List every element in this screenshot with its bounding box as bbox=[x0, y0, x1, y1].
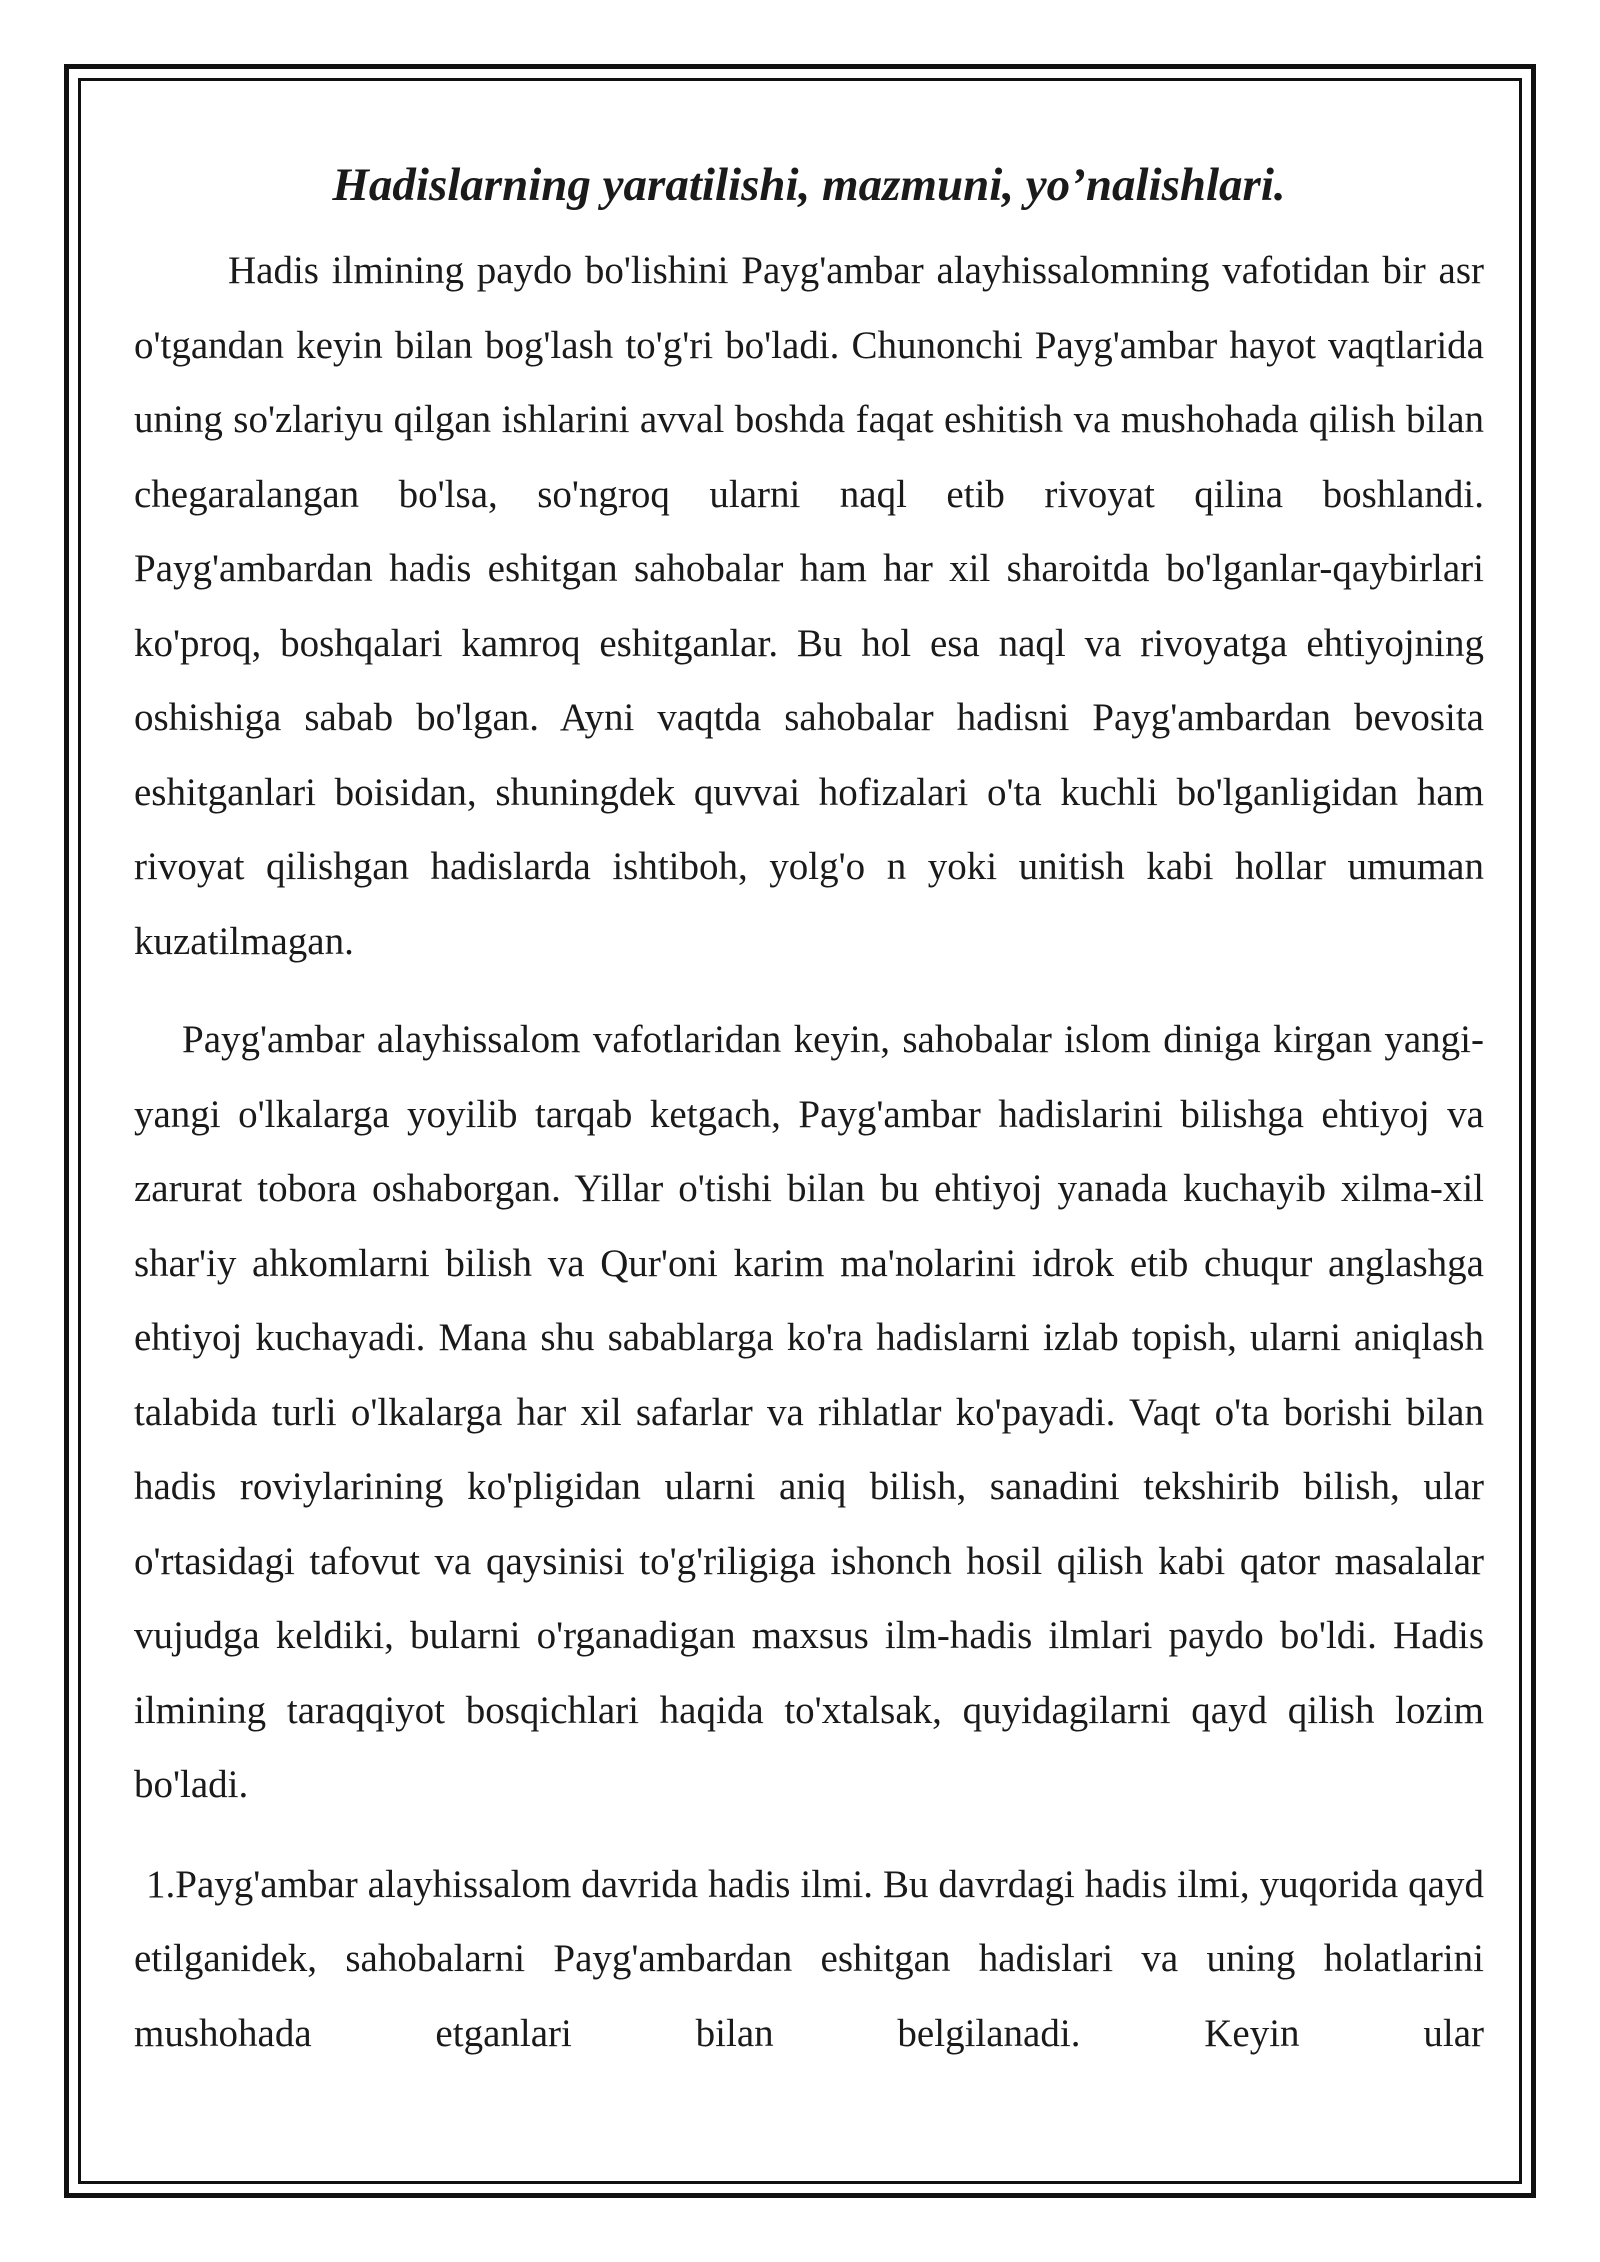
paragraph-1: Hadis ilmining paydo bo'lishini Payg'ambar alayhissalomning vafotidan bir asr o'tgandan keyin bilan bog'lash to'g'ri bo'ladi. Chunonchi Payg'ambar hayot vaqtlarida uning so'zlariyu qilgan ishlarini avval boshda faqat eshitish va mushohada qilish bilan chegaralangan bo'lsa, so'ngroq ularni naql etib rivoyat qilina boshlandi. Payg'ambardan hadis eshitgan sahobalar ham har xil sharoitda bo'lganlar-qaybirlari ko'proq, boshqalari kamroq eshitganlar. Bu hol esa naql va rivoyatga ehtiyojning oshishiga sabab bo'lgan. Ayni vaqtda sahobalar hadisni Payg'ambardan bevosita eshitganlari boisidan, shuningdek quvvai hofizalari o'ta kuchli bo'lganligidan ham rivoyat qilishgan hadislarda ishtiboh, yolg'o n yoki unitish kabi hollar umuman kuzatilmagan. bbox=[134, 249, 1484, 963]
document-title: Hadislarning yaratilishi, mazmuni, yo’nalishlari. bbox=[332, 159, 1286, 211]
paragraph-2: Payg'ambar alayhissalom vafotlaridan keyin, sahobalar islom diniga kirgan yangi-yangi o'lkalarga yoyilib tarqab ketgach, Payg'ambar hadislarini bilishga ehtiyoj va zarurat tobora oshaborgan. Yillar o'tishi bilan bu ehtiyoj yanada kuchayib xilma-xil shar'iy ahkomlarni bilish va Qur'oni karim ma'nolarini idrok etib chuqur anglashga ehtiyoj kuchayadi. Mana shu sabablarga ko'ra hadislarni izlab topish, ularni aniqlash talabida turli o'lkalarga har xil safarlar va rihlatlar ko'payadi. Vaqt o'ta borishi bilan hadis roviylarining ko'pligidan ularni aniq bilish, sanadini tekshirib bilish, ular o'rtasidagi tafovut va qaysinisi to'g'riligiga ishonch hosil qilish kabi qator masalalar vujudga keldiki, bularni o'rganadigan maxsus ilm-hadis ilmlari paydo bo'ldi. Hadis ilmining taraqqiyot bosqichlari haqida to'xtalsak, quyidagilarni qayd qilish lozim bo'ladi. bbox=[134, 1018, 1484, 1806]
paragraph-3: 1.Payg'ambar alayhissalom davrida hadis ilmi. Bu davrdagi hadis ilmi, yuqorida qayd etilganidek, sahobalarni Payg'ambardan eshitgan hadislari va uning holatlarini mushohada etganlari bilan belgilanadi. Keyin ular bbox=[134, 1862, 1484, 2055]
document-body bbox=[134, 150, 1484, 2071]
